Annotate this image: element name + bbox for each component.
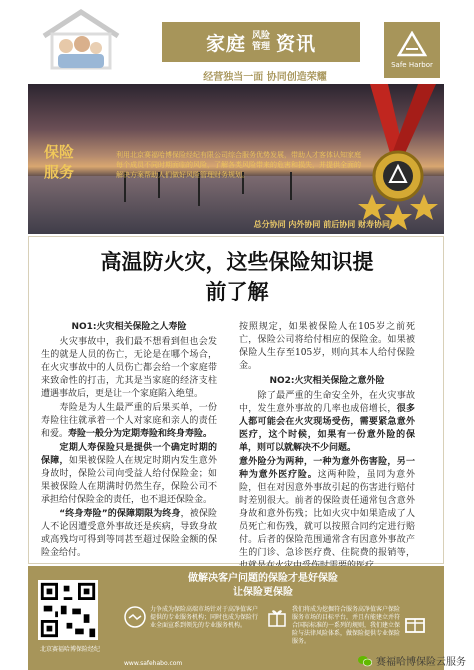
article-column-left [41, 319, 217, 561]
header [0, 0, 474, 84]
footer-text-left: 力争成为保险高端市场针对于高净值客户提供的专业服务机构；同时也成为保险行业全面宣系到领先的专业服务机构。 [150, 606, 259, 629]
wechat-name: 赛福哈博保险云服务 [376, 657, 466, 668]
paragraph: 寿险是为人生最严重的后果买单，一份寿险往往就承着一个人对家庭和亲人的责任和爱。寿险一般分为定期寿险和终身寿险。 [41, 403, 217, 439]
harbor-triangle-icon [397, 31, 427, 59]
title-right: 资讯 [276, 32, 317, 55]
paragraph: 意外险分为两种，一种为意外伤害险，另一种为意外医疗险。这两种险，虽同为意外险，但在对因意外事故引起的伤害进行赔付时差别很大。前者的保险责任通常包含意外身故和意外伤残；比如火灾中如果造成了人员死亡和伤残，就可以按照合同约定进行赔付。后者的保险范围通常含有因意外事故产生的门诊、急诊医疗费、住院费的报销等， [239, 457, 415, 558]
article-card [28, 236, 444, 564]
title-small: 风险 管理 [251, 31, 270, 52]
title-banner [162, 22, 360, 62]
article-headline: 高温防火灾，这些保险知识提 前了解 [100, 250, 374, 304]
gold-medal-icon [352, 84, 438, 234]
footer-text-right: 我们将成为挖掘符合服务高净值客户保险服务市场的目标平台，并且有能建立并符合国际标准的一系列的规则，我们建立保险与法律风险体系，做保险提供专业保险服务。 [292, 606, 401, 645]
sunset-photo-banner [28, 84, 444, 234]
paragraph: 定期人寿保险只是提供一个确定时期的保障，如果被保险人在规定时期内发生意外身故时，保险公司向受益人给付保险金；如果被保险人在期满时仍然生存，保险公司不承担给付保险金的责任，也不退还保险金。 [41, 443, 217, 505]
paragraph: 除了最严重的生命安全外，在火灾事故中，发生意外事故的几率也成倍增长，很多人都可能会在火灾现场受伤，需要紧急意外医疗，这个时候，如果有一份意外险的保单，则可以就解决不少问题。 [239, 391, 415, 453]
handshake-icon [124, 606, 146, 628]
paragraph: 火灾事故中，我们最不想看到但也会发生的就是人员的伤亡，无论是在哪个场合，在火灾事故中的人员伤亡都会给一个家庭带来致命性的打击，尤其是当家庭的经济支柱遭遇事故后，更是让一个家庭陷入绝望。 [41, 337, 217, 399]
section-heading: NO2:火灾相关保险之意外险 [269, 376, 385, 386]
logo-text: Safe Harbor [391, 61, 433, 69]
article-column-right [239, 321, 415, 574]
wechat-icon [358, 655, 372, 667]
qr-caption: 北京赛福哈博保险经纪 [39, 646, 100, 653]
gift-box-icon [404, 612, 426, 634]
qr-code[interactable] [38, 580, 98, 640]
wechat-account [358, 653, 466, 668]
paragraph: 按照规定，如果被保险人在105岁之前死亡，保险公司将给付相应的保险金。如果被保险人生存至105岁，则向其本人给付保险金。 [239, 322, 415, 371]
slogan: 经营独当一面 协同创造荣耀 [203, 72, 327, 83]
tagline: 总分协同 内外协同 前后协同 财寿协同 [253, 220, 390, 229]
service-label: 保险 服务 [44, 143, 75, 181]
family-house-illustration [36, 8, 126, 70]
paragraph: “终身寿险”的保障期限为终身，被保险人不论因遭受意外事故还是疾病，导致身故或高残均可得到等同甚至超过保险金额的保险金给付。 [41, 509, 217, 558]
title-left: 家庭 [205, 32, 246, 55]
gift-icon [266, 606, 288, 628]
section-heading: NO1:火灾相关保险之人寿险 [71, 322, 187, 332]
safe-harbor-logo [384, 22, 440, 78]
website-url[interactable]: www.safehabo.com [124, 660, 183, 667]
service-description: 利用北京赛福哈博保险经纪有限公司综合服务优势发展，带助人才客体认知家庭每个成员不同时期面临的风险，了解各类风险带来的危害和损失，并提供全面的解决方案帮助人们做好风险管理财务规划。 [116, 151, 361, 179]
footer-title: 做解决客户问题的保险才是好保险 让保险更保险 [188, 573, 338, 598]
